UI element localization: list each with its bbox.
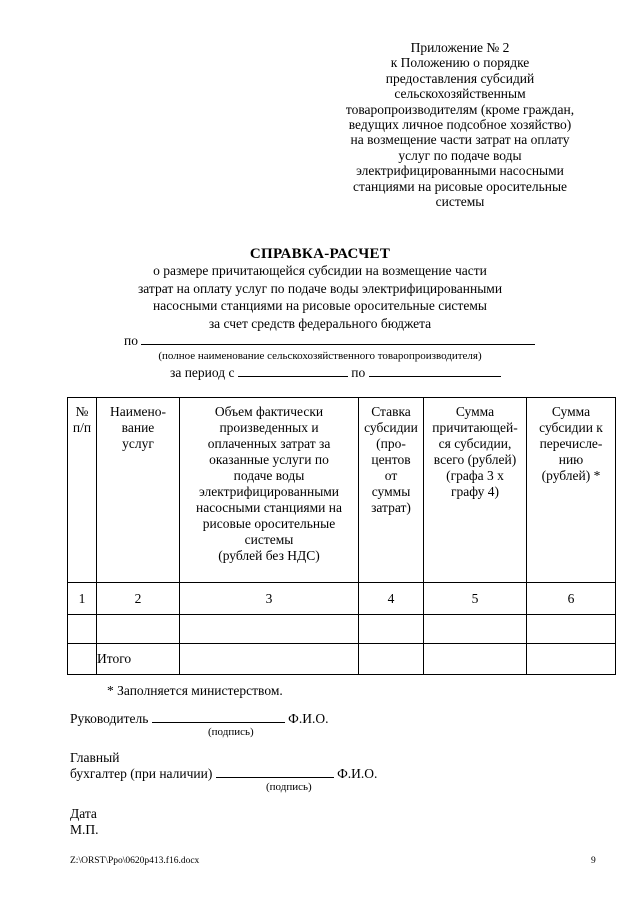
recipient-hint: (полное наименование сельскохозяйственного товаропроизводителя)	[158, 350, 482, 362]
recipient-line	[124, 333, 535, 349]
period-to-field[interactable]	[369, 365, 501, 377]
table-cell[interactable]	[68, 615, 97, 644]
appendix-line: системы	[435, 194, 485, 210]
column-number: 3	[180, 583, 359, 615]
period-label: за период с	[170, 365, 235, 380]
header-text: № п/п	[72, 404, 92, 435]
appendix-line: услуг по подаче воды	[398, 147, 522, 163]
accountant-fio: Ф.И.О.	[337, 766, 378, 781]
column-number: 5	[424, 583, 527, 615]
header-text: Сумма причитающей- ся субсидии, всего (рублей) (графа 3 х графу 4)	[432, 404, 518, 499]
period-to-label: по	[351, 365, 366, 380]
appendix-line: ведущих личное подсобное хозяйство)	[348, 117, 572, 133]
subtitle-line: о размере причитающейся субсидии на возмещение части	[153, 263, 487, 278]
head-label: Руководитель	[70, 711, 149, 726]
table-cell[interactable]	[97, 615, 180, 644]
column-number: 4	[359, 583, 424, 615]
table-row	[68, 615, 616, 644]
header-cell-number	[68, 398, 97, 583]
header-cell-service	[97, 398, 180, 583]
head-fio: Ф.И.О.	[288, 711, 329, 726]
header-cell-rate	[359, 398, 424, 583]
file-path: Z:\ORST\Ppo\0620p413.f16.docx	[70, 856, 200, 866]
document-subtitle	[0, 262, 640, 332]
calculation-table	[67, 397, 616, 675]
recipient-prefix: по	[124, 333, 138, 348]
accountant-label-top: Главный	[70, 750, 120, 765]
appendix-header	[300, 40, 620, 209]
table-cell[interactable]	[359, 615, 424, 644]
head-signature-line	[70, 711, 328, 727]
document-title: СПРАВКА-РАСЧЕТ	[249, 246, 391, 262]
header-cell-subsidy-total	[424, 398, 527, 583]
header-text: Наимено- вание услуг	[110, 404, 166, 451]
total-row	[68, 644, 616, 675]
header-cell-subsidy-transfer	[527, 398, 616, 583]
accountant-signature-line	[70, 766, 377, 782]
appendix-line: Приложение № 2	[410, 40, 510, 55]
period-from-field[interactable]	[238, 365, 348, 377]
header-text: Сумма субсидии к перечисле- нию (рублей) *	[539, 404, 603, 483]
stamp-label: М.П.	[70, 822, 99, 837]
header-text: Объем фактически произведенных и оплаченных затрат за оказанные услуги по подаче воды электрифицированными насосными станциями на рисовые оросительные системы (рублей без НДС)	[195, 404, 342, 563]
accountant-signature-field[interactable]	[216, 766, 334, 778]
accountant-label: бухгалтер (при наличии)	[70, 766, 213, 781]
appendix-line: к Положению о порядке	[390, 55, 530, 71]
table-cell[interactable]	[424, 615, 527, 644]
period-line	[170, 365, 501, 381]
appendix-line: на возмещение части затрат на оплату	[350, 132, 570, 148]
subtitle-line: за счет средств федерального бюджета	[208, 315, 432, 331]
table-cell[interactable]	[527, 615, 616, 644]
appendix-line: предоставления субсидий	[385, 70, 535, 86]
column-number: 6	[527, 583, 616, 615]
page-number: 9	[591, 856, 596, 866]
header-text: Ставка субсидии (про- центов от суммы затрат)	[364, 404, 418, 515]
ministry-note: * Заполняется министерством.	[107, 683, 283, 698]
subtitle-line: затрат на оплату услуг по подаче воды электрифицированными	[137, 280, 503, 296]
table-cell[interactable]	[180, 644, 359, 675]
appendix-line: станциями на рисовые оросительные	[352, 178, 568, 194]
head-signature-field[interactable]	[152, 711, 285, 723]
total-label: Итого	[97, 644, 180, 675]
header-cell-costs	[180, 398, 359, 583]
appendix-line: сельскохозяйственным	[394, 86, 526, 102]
column-number-row	[68, 583, 616, 615]
table-cell[interactable]	[180, 615, 359, 644]
table-cell[interactable]	[359, 644, 424, 675]
head-signature-hint: (подпись)	[208, 726, 254, 738]
column-number: 1	[68, 583, 97, 615]
appendix-line: электрифицированными насосными	[356, 163, 564, 179]
table-header-row	[68, 398, 616, 583]
table-cell[interactable]	[424, 644, 527, 675]
table-cell[interactable]	[527, 644, 616, 675]
accountant-signature-hint: (подпись)	[266, 781, 312, 793]
subtitle-line: насосными станциями на рисовые оросительные системы	[153, 298, 487, 313]
date-label: Дата	[70, 806, 97, 821]
column-number: 2	[97, 583, 180, 615]
table-cell	[68, 644, 97, 675]
appendix-line: товаропроизводителям (кроме граждан,	[345, 101, 575, 117]
recipient-field[interactable]	[141, 333, 535, 345]
